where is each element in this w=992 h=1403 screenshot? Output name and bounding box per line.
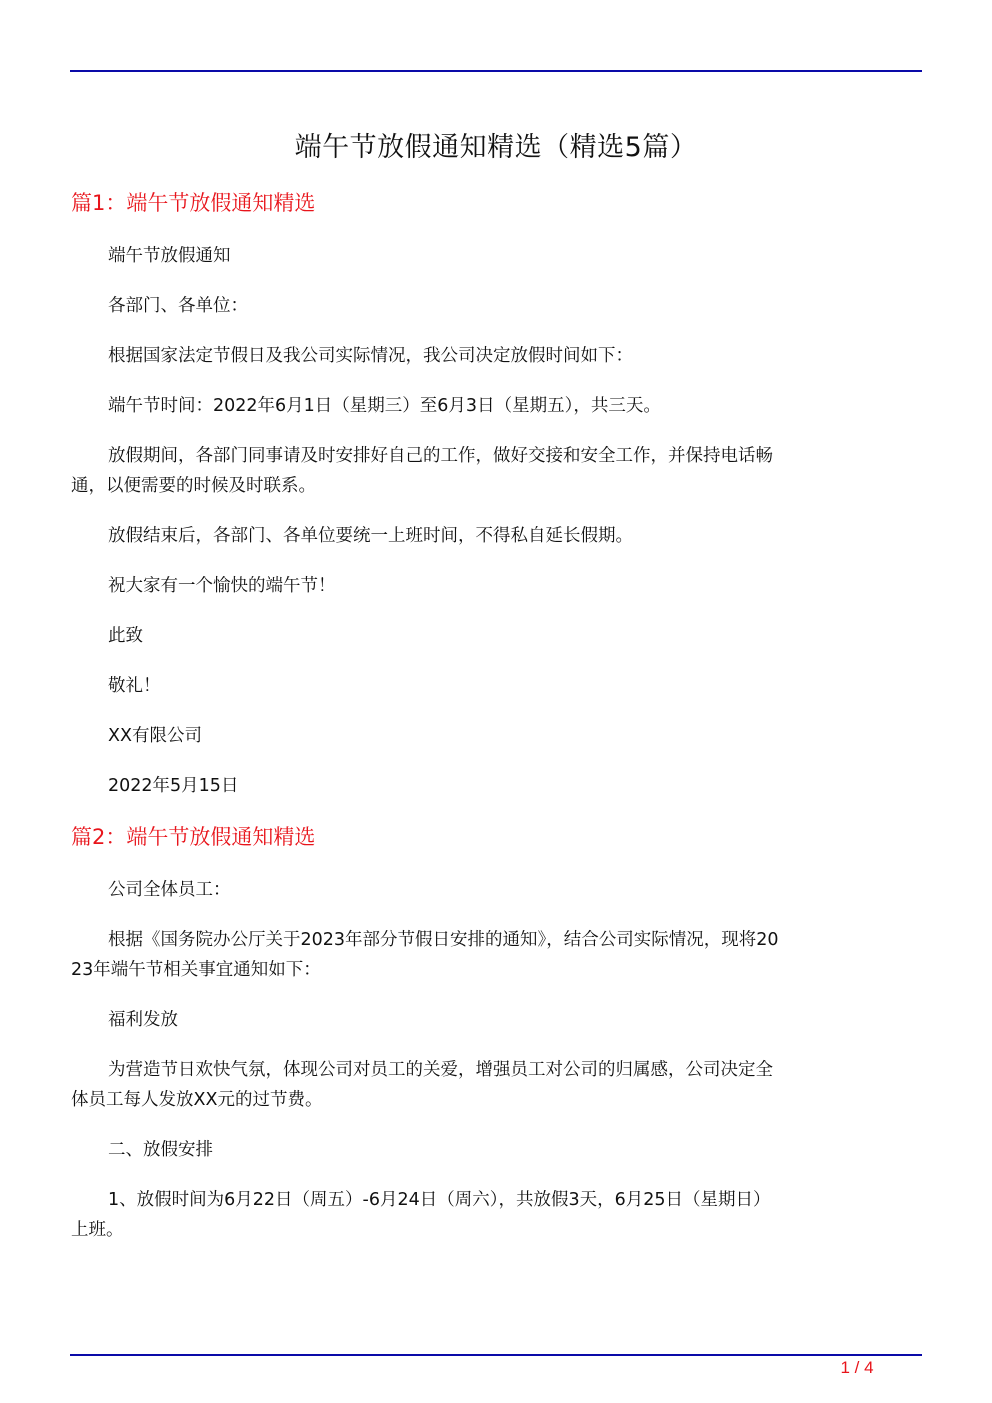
section-heading-1: 篇1：端午节放假通知精选 bbox=[71, 191, 316, 215]
footer-rule bbox=[70, 1354, 922, 1356]
paragraph: 为营造节日欢快气氛，体现公司对员工的关爱，增强员工对公司的归属感，公司决定全体员工每人发放XX元的过节费。 bbox=[71, 1060, 773, 1110]
paragraph: 放假结束后，各部门、各单位要统一上班时间，不得私自延长假期。 bbox=[108, 526, 633, 546]
company-name: XX有限公司 bbox=[108, 726, 202, 746]
paragraph: 放假期间，各部门同事请及时安排好自己的工作，做好交接和安全工作，并保持电话畅通，以便需要的时候及时联系。 bbox=[71, 446, 773, 496]
header-rule bbox=[70, 70, 922, 72]
date: 2022年5月15日 bbox=[108, 776, 239, 796]
paragraph: 端午节放假通知 bbox=[108, 246, 231, 266]
paragraph: 公司全体员工： bbox=[108, 880, 231, 900]
paragraph: 端午节时间：2022年6月1日（星期三）至6月3日（星期五），共三天。 bbox=[108, 396, 661, 416]
paragraph: 福利发放 bbox=[108, 1010, 178, 1030]
paragraph: 此致 bbox=[108, 626, 143, 646]
paragraph: 根据国家法定节假日及我公司实际情况，我公司决定放假时间如下： bbox=[108, 346, 633, 366]
paragraph: 根据《国务院办公厅关于2023年部分节假日安排的通知》，结合公司实际情况，现将2023年端午节相关事宜通知如下： bbox=[71, 930, 779, 980]
section-heading-2: 篇2：端午节放假通知精选 bbox=[71, 825, 316, 849]
page-number: 1 / 4 bbox=[840, 1358, 874, 1377]
paragraph: 敬礼！ bbox=[108, 676, 161, 696]
paragraph: 二、放假安排 bbox=[108, 1140, 213, 1160]
paragraph: 各部门、各单位： bbox=[108, 296, 248, 316]
paragraph: 祝大家有一个愉快的端午节！ bbox=[108, 576, 336, 596]
paragraph: 1、放假时间为6月22日（周五）-6月24日（周六），共放假3天，6月25日（星期日）上班。 bbox=[71, 1190, 771, 1240]
page-title: 端午节放假通知精选（精选5篇） bbox=[294, 132, 698, 163]
